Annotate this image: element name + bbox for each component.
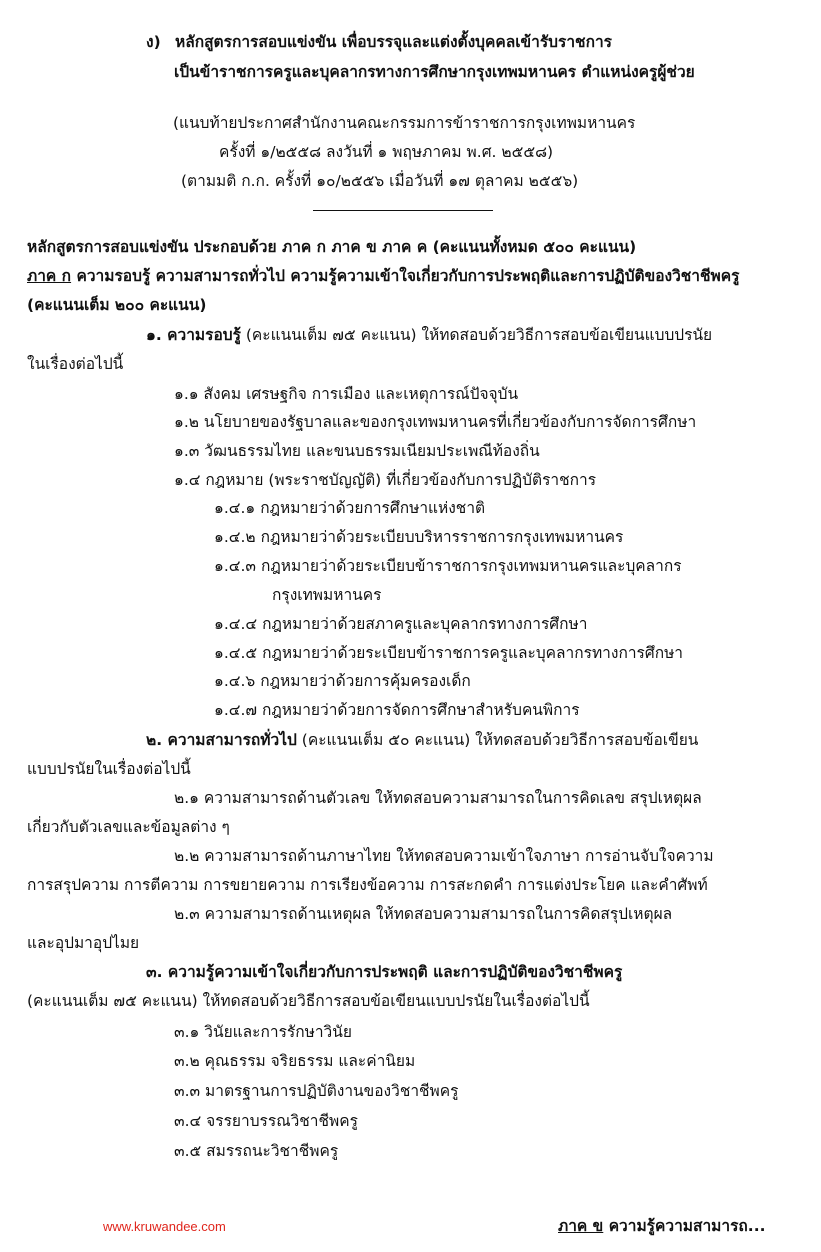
part-b-label: ภาค ข: [558, 1217, 604, 1235]
section-2-heading: ๒. ความสามารถทั่วไป: [146, 731, 297, 749]
next-page-teaser: [558, 1215, 765, 1237]
section-1-item: ๑.๔ กฎหมาย (พระราชบัญญัติ) ที่เกี่ยวข้องกับการปฏิบัติราชการ: [174, 471, 597, 489]
annex-line-2: ครั้งที่ ๑/๒๕๕๘ ลงวันที่ ๑ พฤษภาคม พ.ศ. ๒๕๕๘): [219, 143, 554, 161]
part-a-score: (คะแนนเต็ม ๒๐๐ คะแนน): [27, 296, 207, 314]
divider: [313, 210, 493, 211]
law-item: ๑.๔.๖ กฎหมายว่าด้วยการคุ้มครองเด็ก: [214, 672, 471, 690]
law-item: ๑.๔.๓ กฎหมายว่าด้วยระเบียบข้าราชการกรุงเทพมหานครและบุคลากร: [214, 557, 682, 575]
section-3-item: ๓.๔ จรรยาบรรณวิชาชีพครู: [174, 1112, 358, 1130]
page-title: หลักสูตรการสอบแข่งขัน เพื่อบรรจุและแต่งตั้งบุคคลเข้ารับราชการ: [175, 33, 612, 51]
section-3-item: ๓.๑ วินัยและการรักษาวินัย: [174, 1023, 352, 1041]
section-1-heading: ๑. ความรอบรู้: [146, 326, 241, 344]
section-3-heading: ๓. ความรู้ความเข้าใจเกี่ยวกับการประพฤติ และการปฏิบัติของวิชาชีพครู: [146, 963, 623, 981]
section-3-item: ๓.๒ คุณธรรม จริยธรรม และค่านิยม: [174, 1052, 416, 1070]
section-1-item: ๑.๓ วัฒนธรรมไทย และขนบธรรมเนียมประเพณีท้องถิ่น: [174, 442, 540, 460]
section-2-item-cont: การสรุปความ การตีความ การขยายความ การเรียงข้อความ การสะกดคำ การแต่งประโยค และคำศัพท์: [27, 876, 708, 894]
section-2-item: ๒.๓ ความสามารถด้านเหตุผล ให้ทดสอบความสามารถในการคิดสรุปเหตุผล: [174, 905, 673, 923]
part-a-title: ความรอบรู้ ความสามารถทั่วไป ความรู้ความเข้าใจเกี่ยวกับการประพฤติและการปฏิบัติของวิชาชีพครู: [71, 267, 740, 285]
part-b-text: ความรู้ความสามารถ...: [603, 1217, 766, 1235]
annex-line-3: (ตามมติ ก.ก. ครั้งที่ ๑๐/๒๕๕๖ เมื่อวันที่ ๑๗ ตุลาคม ๒๕๕๖): [181, 172, 579, 190]
section-2-item-cont: เกี่ยวกับตัวเลขและข้อมูลต่าง ๆ: [27, 818, 230, 836]
section-3-item: ๓.๕ สมรรถนะวิชาชีพครู: [174, 1142, 339, 1160]
law-item-cont: กรุงเทพมหานคร: [272, 586, 382, 604]
law-item: ๑.๔.๔ กฎหมายว่าด้วยสภาครูและบุคลากรทางการศึกษา: [214, 615, 588, 633]
section-3-intro: (คะแนนเต็ม ๗๕ คะแนน) ให้ทดสอบด้วยวิธีการสอบข้อเขียนแบบปรนัยในเรื่องต่อไปนี้: [27, 992, 590, 1010]
website-link[interactable]: www.kruwandee.com: [103, 1219, 226, 1234]
section-2-item-cont: และอุปมาอุปไมย: [27, 934, 140, 952]
section-2-intro-cont: แบบปรนัยในเรื่องต่อไปนี้: [27, 760, 191, 778]
header-label: ง): [146, 33, 161, 51]
part-a-label: ภาค ก: [27, 267, 72, 285]
section-2-item: ๒.๒ ความสามารถด้านภาษาไทย ให้ทดสอบความเข้าใจภาษา การอ่านจับใจความ: [174, 847, 714, 865]
law-item: ๑.๔.๒ กฎหมายว่าด้วยระเบียบบริหารราชการกรุงเทพมหานคร: [214, 528, 624, 546]
section-1-item: ๑.๒ นโยบายของรัฐบาลและของกรุงเทพมหานครที่เกี่ยวข้องกับการจัดการศึกษา: [174, 413, 697, 431]
law-item: ๑.๔.๑ กฎหมายว่าด้วยการศึกษาแห่งชาติ: [214, 499, 486, 517]
curriculum-overview: หลักสูตรการสอบแข่งขัน ประกอบด้วย ภาค ก ภาค ข ภาค ค (คะแนนทั้งหมด ๕๐๐ คะแนน): [27, 238, 637, 256]
page-subtitle: เป็นข้าราชการครูและบุคลากรทางการศึกษากรุงเทพมหานคร ตำแหน่งครูผู้ช่วย: [174, 63, 695, 81]
section-2-intro-text: (คะแนนเต็ม ๕๐ คะแนน) ให้ทดสอบด้วยวิธีการสอบข้อเขียน: [296, 731, 699, 749]
section-2-item: ๒.๑ ความสามารถด้านตัวเลข ให้ทดสอบความสามารถในการคิดเลข สรุปเหตุผล: [174, 789, 702, 807]
section-1-item: ๑.๑ สังคม เศรษฐกิจ การเมือง และเหตุการณ์ปัจจุบัน: [174, 385, 519, 403]
law-item: ๑.๔.๕ กฎหมายว่าด้วยระเบียบข้าราชการครูและบุคลากรทางการศึกษา: [214, 644, 683, 662]
section-1-intro: [146, 324, 712, 346]
annex-line-1: (แนบท้ายประกาศสำนักงานคณะกรรมการข้าราชการกรุงเทพมหานคร: [173, 114, 636, 132]
section-1-intro-text: (คะแนนเต็ม ๗๕ คะแนน) ให้ทดสอบด้วยวิธีการสอบข้อเขียนแบบปรนัย: [240, 326, 713, 344]
section-2-intro: [146, 729, 698, 751]
law-item: ๑.๔.๗ กฎหมายว่าด้วยการจัดการศึกษาสำหรับคนพิการ: [214, 701, 580, 719]
section-3-item: ๓.๓ มาตรฐานการปฏิบัติงานของวิชาชีพครู: [174, 1082, 459, 1100]
part-a-heading: [27, 265, 739, 287]
section-1-intro-cont: ในเรื่องต่อไปนี้: [27, 355, 124, 373]
